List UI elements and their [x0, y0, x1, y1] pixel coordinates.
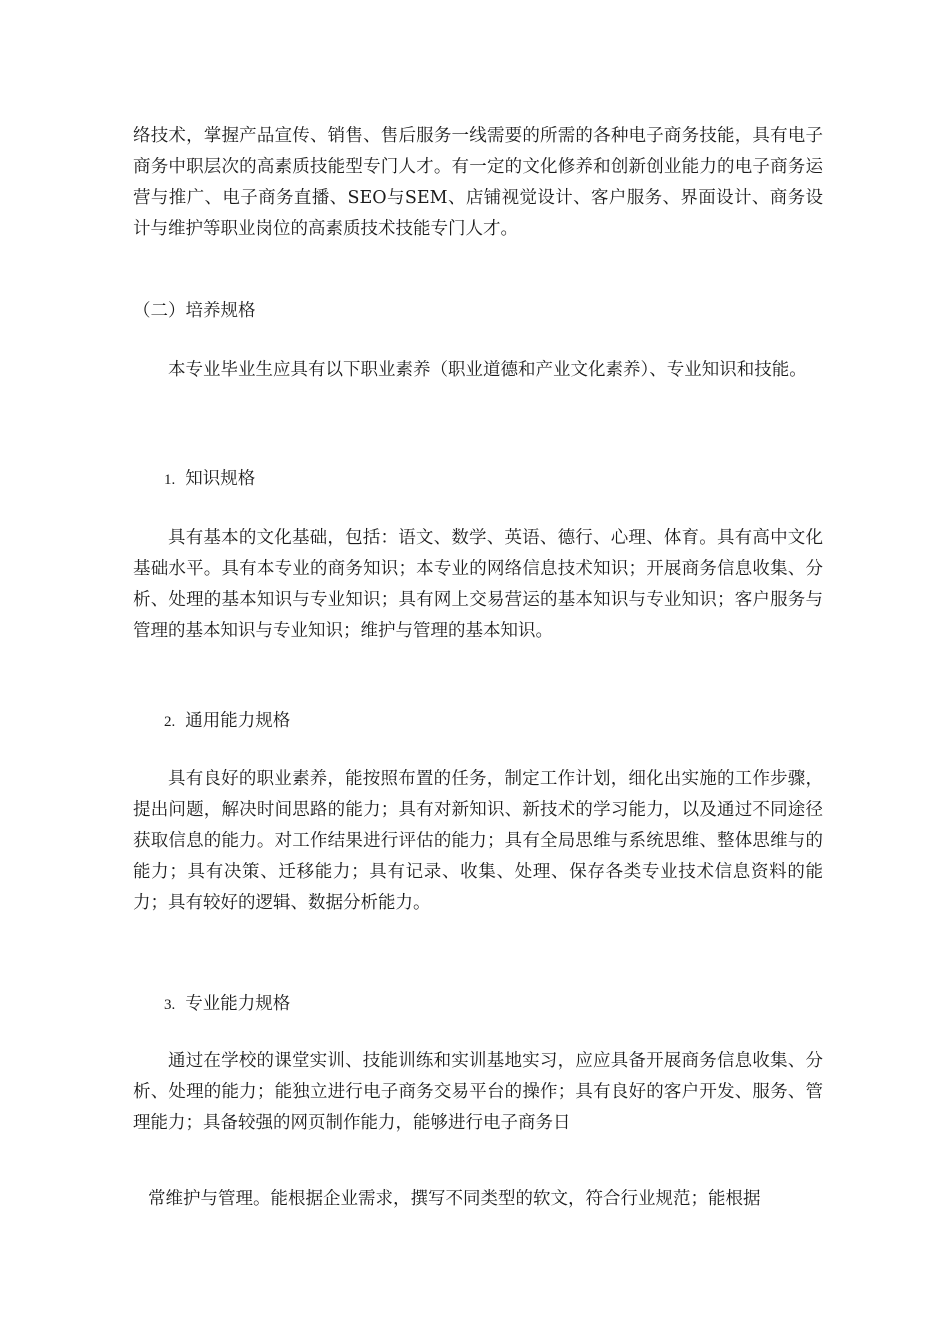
- heading-professional-ability-specs: [164, 989, 290, 1021]
- paragraph-knowledge-specs: 具有基本的文化基础，包括：语文、数学、英语、德行、心理、体育。具有高中文化基础水平。具有本专业的商务知识；本专业的网络信息技术知识；开展商务信息收集、分析、处理的基本知识与专业知识；具有网上交易营运的基本知识与专业知识；客户服务与管理的基本知识与专业知识；维护与管理的基本知识。: [133, 528, 823, 641]
- paragraph-professional-ability-continued: 常维护与管理。能根据企业需求，撰写不同类型的软文，符合行业规范；能根据: [148, 1189, 761, 1209]
- heading-number: 2.: [164, 714, 176, 730]
- paragraph-professional-ability-specs: 通过在学校的课堂实训、技能训练和实训基地实习，应应具备开展商务信息收集、分析、处理的能力；能独立进行电子商务交易平台的操作；具有良好的客户开发、服务、管理能力；具备较强的网页制作能力，能够进行电子商务日: [133, 1051, 823, 1133]
- heading-general-ability-specs: [164, 706, 290, 738]
- heading-knowledge-specs: [164, 464, 255, 496]
- heading-number: 3.: [164, 997, 176, 1013]
- paragraph-training-goal-continued: 络技术，掌握产品宣传、销售、售后服务一线需要的所需的各种电子商务技能，具有电子商务中职层次的高素质技能型专门人才。有一定的文化修养和创新创业能力的电子商务运营与推广、电子商务直播、SEO与SEM、店铺视觉设计、客户服务、界面设计、商务设计与维护等职业岗位的高素质技术技能专门人才。: [133, 126, 823, 239]
- heading-text: 通用能力规格: [185, 711, 291, 731]
- section-heading-training-specs: （二）培养规格: [133, 301, 256, 321]
- paragraph-general-ability-specs: 具有良好的职业素养，能按照布置的任务，制定工作计划，细化出实施的工作步骤，提出问题，解决时间思路的能力；具有对新知识、新技术的学习能力，以及通过不同途径获取信息的能力。对工作结果进行评估的能力；具有全局思维与系统思维、整体思维与的能力；具有决策、迁移能力；具有记录、收集、处理、保存各类专业技术信息资料的能力；具有较好的逻辑、数据分析能力。: [133, 769, 823, 913]
- heading-number: 1.: [164, 472, 176, 488]
- heading-text: 专业能力规格: [185, 994, 291, 1014]
- paragraph-specs-intro: 本专业毕业生应具有以下职业素养（职业道德和产业文化素养）、专业知识和技能。: [168, 360, 807, 380]
- heading-text: 知识规格: [185, 469, 256, 489]
